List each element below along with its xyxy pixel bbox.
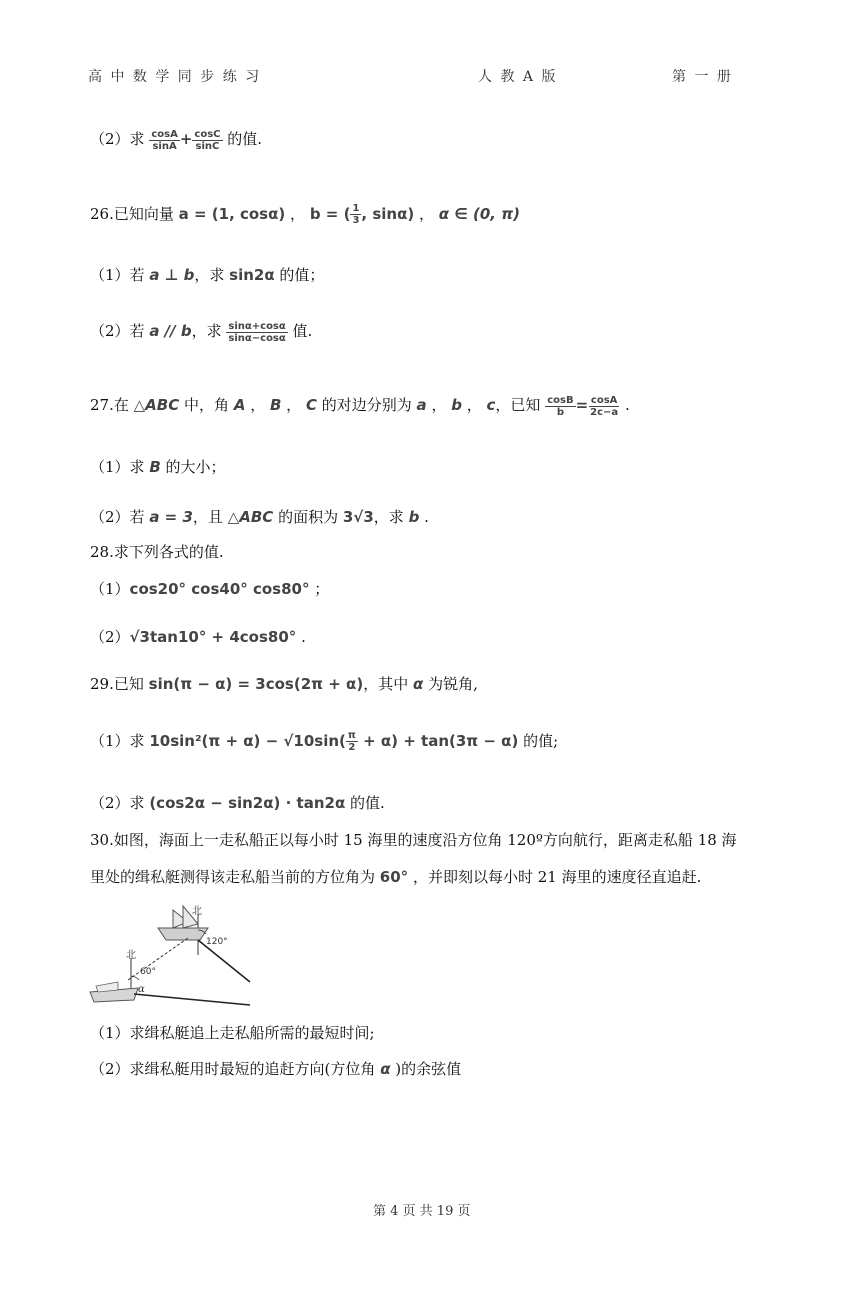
q28-part1: （1）cos20° cos40° cos80° ； [90,580,330,598]
q26-part2: （2）若 a // b，求 $\frac{\sin\alpha+\cos\alpha}{\sin\alpha-\cos\alpha}$ 值. [90,320,313,344]
q29-part2: （2）求 (cos2α − sin2α) · tan2α 的值. [90,794,385,812]
q27-part1: （1）求 B 的大小； [90,458,226,476]
header-middle: 人 教 A 版 [478,69,558,85]
header-right: 第 一 册 [672,69,733,85]
pursuit-course [134,994,250,1005]
q30-line1: 30.如图，海面上一走私船正以每小时 15 海里的速度沿方位角 120º方向航行，距离走私船 18 海 [90,831,737,849]
angle-120-label: 120° [206,937,228,947]
q27-part2: （2）若 a = 3，且 △ABC 的面积为 3√3，求 b . [90,508,429,526]
q25-part2: （2）求 $\frac{\cos A}{\sin A}$ + $\frac{\cos C}{\sin C}$ 的值. [90,128,263,152]
q27-stem: 27.在 △ABC 中，角 A ， B ， C 的对边分别为 a ， b ， c，已知 $\frac{\cos B}{b}$ = $\frac{\cos A}{2c-a}$ . [90,394,630,418]
alpha-label: α [138,984,145,995]
q26-stem: 26.已知向量 a = (1, cosα) ， b = ( $\frac{1}{3}$ , sinα) ， α ∈ (0, π) [90,203,520,226]
vector-a: a = (1, cosα) [178,205,286,223]
q29-part1: （1）求 10sin²(π + α) − √10sin( $\frac{\pi}{2}$ + α) + tan(3π − α) 的值; [90,730,559,753]
page-footer: 第 4 页 共 19 页 [373,1204,471,1219]
angle-60-label: 60° [140,967,156,977]
q28-part2: （2）√3tan10° + 4cos80° . [90,628,306,646]
q30-line2: 里处的缉私艇测得该走私船当前的方位角为 60° ，并即刻以每小时 21 海里的速度径直追赶. [90,868,702,886]
north-label-smuggler: 北 [192,906,202,917]
q28-stem: 28.求下列各式的值. [90,543,224,561]
sight-line [128,938,188,980]
frac-cosC-sinC: $\frac{\cos C}{\sin C}$ [194,128,221,152]
q30-part2: （2）求缉私艇用时最短的追赶方向(方位角 α )的余弦值 [90,1060,462,1078]
q29-stem: 29.已知 sin(π − α) = 3cos(2π + α)，其中 α 为锐角, [90,675,478,693]
header-left: 高 中 数 学 同 步 练 习 [88,69,262,85]
north-label-patrol: 北 [126,950,136,961]
frac-cosA-sinA: $\frac{\cos A}{\sin A}$ [151,128,178,152]
q30-part1: （1）求缉私艇追上走私船所需的最短时间; [90,1024,375,1042]
q26-part1: （1）若 a ⊥ b，求 sin2α 的值； [90,266,325,284]
chase-diagram [88,900,258,1010]
